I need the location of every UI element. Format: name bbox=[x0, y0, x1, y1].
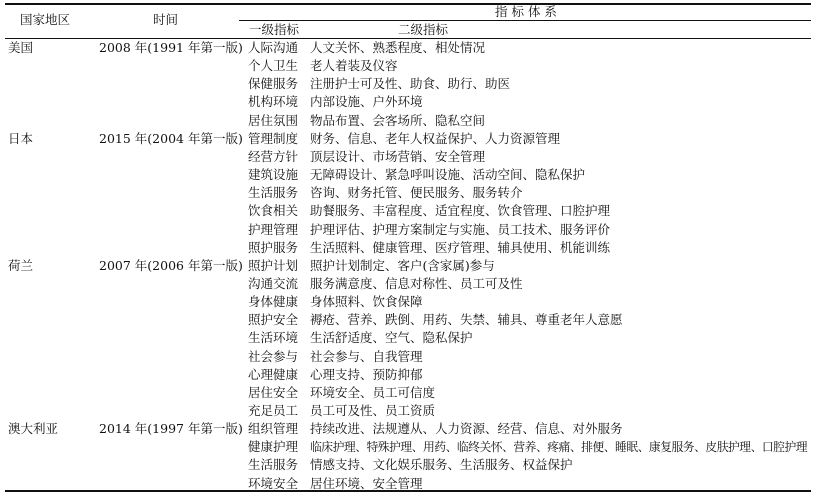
cell-level2: 身体照料、饮食保障 bbox=[310, 294, 423, 310]
cell-level1: 饮食相关 bbox=[248, 203, 299, 219]
cell-level1: 充足员工 bbox=[248, 403, 299, 418]
cell-level2: 服务满意度、信息对称性、员工可及性 bbox=[310, 275, 523, 291]
cell-level2: 内部设施、户外环境 bbox=[310, 94, 423, 110]
cell-level2: 顶层设计、市场营销、安全管理 bbox=[310, 148, 486, 164]
cell-level1: 社会参与 bbox=[248, 348, 299, 364]
cell-level2: 财务、信息、老年人权益保护、人力资源管理 bbox=[310, 130, 561, 146]
cell-level2: 生活舒适度、空气、隐私保护 bbox=[310, 330, 473, 346]
cell-level1: 沟通交流 bbox=[248, 275, 299, 291]
cell-level1: 建筑设施 bbox=[248, 167, 299, 183]
cell-country: 澳大利亚 bbox=[8, 421, 59, 437]
cell-level1: 管理制度 bbox=[248, 130, 299, 146]
cell-level2: 褥疮、营养、跌倒、用药、失禁、辅具、尊重老年人意愿 bbox=[310, 312, 623, 328]
cell-level1: 健康护理 bbox=[248, 439, 299, 455]
header-level1: 一级指标 bbox=[249, 22, 300, 37]
cell-time: 2014 年(1997 年第一版) bbox=[99, 421, 243, 437]
cell-time: 2007 年(2006 年第一版) bbox=[99, 257, 243, 273]
header-system: 指 标 体 系 bbox=[495, 4, 557, 19]
cell-level2: 持续改进、法规遵从、人力资源、经营、信息、对外服务 bbox=[310, 421, 623, 437]
cell-country: 荷兰 bbox=[8, 257, 34, 273]
table-top-rule bbox=[5, 3, 811, 5]
cell-level1: 组织管理 bbox=[248, 421, 299, 437]
cell-country: 美国 bbox=[8, 40, 34, 55]
cell-level2: 生活照料、健康管理、医疗管理、辅具使用、机能训练 bbox=[310, 239, 611, 255]
cell-level1: 机构环境 bbox=[248, 94, 299, 110]
cell-level1: 保健服务 bbox=[248, 76, 299, 92]
cell-level1: 照护服务 bbox=[248, 239, 299, 255]
header-level2: 二级指标 bbox=[398, 22, 449, 37]
cell-level2: 老人着装及仪容 bbox=[310, 58, 398, 74]
cell-level1: 生活服务 bbox=[248, 185, 299, 201]
cell-level2: 注册护士可及性、助食、助行、助医 bbox=[310, 76, 511, 92]
cell-level2: 照护计划制定、客户(含家属)参与 bbox=[310, 257, 495, 273]
cell-level2: 环境安全、员工可信度 bbox=[310, 384, 436, 400]
cell-level1: 心理健康 bbox=[248, 366, 299, 382]
cell-level1: 生活环境 bbox=[248, 330, 299, 346]
cell-level1: 居住氛围 bbox=[248, 112, 299, 128]
header-time: 时间 bbox=[153, 12, 179, 27]
cell-country: 日本 bbox=[8, 130, 34, 146]
cell-level1: 身体健康 bbox=[248, 294, 299, 310]
cell-level2: 心理支持、预防抑郁 bbox=[310, 366, 423, 382]
cell-level2: 护理评估、护理方案制定与实施、员工技术、服务评价 bbox=[310, 221, 611, 237]
cell-level2: 人文关怀、熟悉程度、相处情况 bbox=[310, 40, 486, 55]
cell-level1: 经营方针 bbox=[248, 148, 299, 164]
cell-level2: 情感支持、文化娱乐服务、生活服务、权益保护 bbox=[310, 457, 573, 473]
cell-level1: 生活服务 bbox=[248, 457, 299, 473]
cell-time: 2008 年(1991 年第一版) bbox=[99, 40, 243, 55]
cell-level1: 护理管理 bbox=[248, 221, 299, 237]
cell-level1: 照护计划 bbox=[248, 257, 299, 273]
cell-level2: 物品布置、会客场所、隐私空间 bbox=[310, 112, 486, 128]
cell-level2: 居住环境、安全管理 bbox=[310, 475, 423, 491]
cell-level1: 环境安全 bbox=[248, 475, 299, 491]
cell-level2: 咨询、财务托管、便民服务、服务转介 bbox=[310, 185, 523, 201]
header-country: 国家地区 bbox=[20, 12, 71, 27]
cell-level2: 助餐服务、丰富程度、适宜程度、饮食管理、口腔护理 bbox=[310, 203, 611, 219]
cell-level1: 照护安全 bbox=[248, 312, 299, 328]
cell-level1: 居住安全 bbox=[248, 384, 299, 400]
cell-level2: 临床护理、特殊护理、用药、临终关怀、营养、疼痛、排便、睡眠、康复服务、皮肤护理、口腔护理 bbox=[310, 440, 808, 455]
cell-time: 2015 年(2004 年第一版) bbox=[99, 130, 243, 146]
cell-level1: 个人卫生 bbox=[248, 58, 299, 74]
cell-level2: 无障碍设计、紧急呼叫设施、活动空间、隐私保护 bbox=[310, 167, 586, 183]
cell-level2: 员工可及性、员工资质 bbox=[310, 403, 436, 418]
cell-level2: 社会参与、自我管理 bbox=[310, 348, 423, 364]
cell-level1: 人际沟通 bbox=[248, 40, 299, 55]
